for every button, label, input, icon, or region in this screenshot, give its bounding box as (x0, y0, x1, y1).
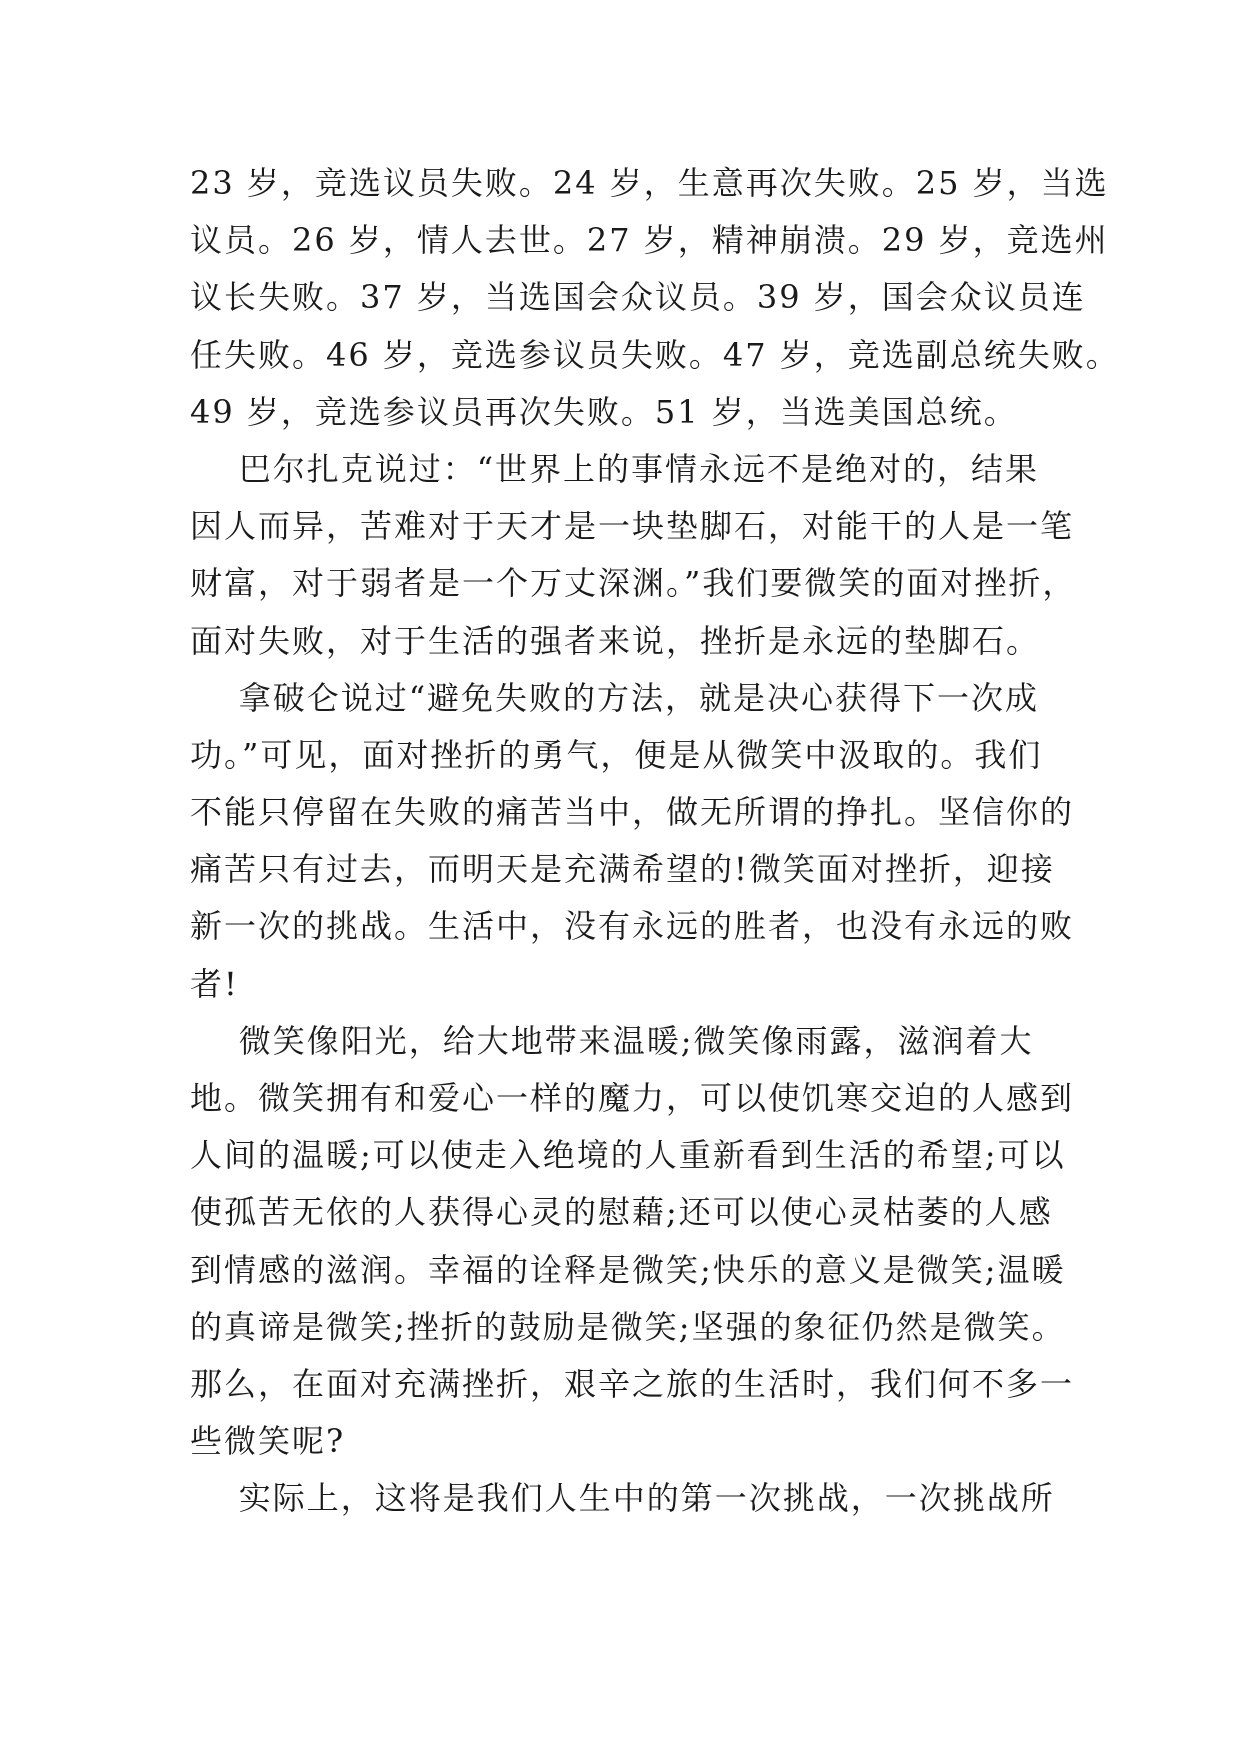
text-line: 巴尔扎克说过：“世界上的事情永远不是绝对的，结果 (190, 449, 1040, 488)
text-line: 微笑像阳光，给大地带来温暖;微笑像雨露，滋润着大 (190, 1021, 1034, 1060)
text-line: 49 岁，竞选参议员再次失败。51 岁，当选美国总统。 (190, 392, 1018, 431)
text-line: 财富，对于弱者是一个万丈深渊。”我们要微笑的面对挫折， (190, 564, 1077, 603)
text-line: 使孤苦无依的人获得心灵的慰藉;还可以使心灵枯萎的人感 (190, 1193, 1053, 1232)
text-line: 因人而异，苦难对于天才是一块垫脚石，对能干的人是一笔 (190, 507, 1075, 546)
text-line: 23 岁，竞选议员失败。24 岁，生意再次失败。25 岁，当选 (190, 164, 1109, 202)
text-line: 人间的温暖;可以使走入绝境的人重新看到生活的希望;可以 (190, 1136, 1066, 1175)
text-line: 些微笑呢? (190, 1422, 346, 1461)
body-text (190, 155, 1120, 1528)
text-line: 那么，在面对充满挫折，艰辛之旅的生活时，我们何不多一 (190, 1364, 1075, 1403)
text-line: 议员。26 岁，情人去世。27 岁，精神崩溃。29 岁，竞选州 (190, 221, 1109, 260)
text-line: 面对失败，对于生活的强者来说，挫折是永远的垫脚石。 (190, 621, 1041, 660)
text-line: 新一次的挑战。生活中，没有永远的胜者，也没有永远的败 (190, 907, 1075, 946)
text-line: 的真谛是微笑;挫折的鼓励是微笑;坚强的象征仍然是微笑。 (190, 1307, 1066, 1346)
text-line: 者! (190, 964, 239, 1003)
text-line: 痛苦只有过去，而明天是充满希望的!微笑面对挫折，迎接 (190, 850, 1055, 889)
text-line: 实际上，这将是我们人生中的第一次挑战，一次挑战所 (190, 1479, 1055, 1518)
text-line: 拿破仑说过“避免失败的方法，就是决心获得下一次成 (190, 678, 1040, 717)
text-line: 到情感的滋润。幸福的诠释是微笑;快乐的意义是微笑;温暖 (190, 1250, 1066, 1289)
text-line: 功。”可见，面对挫折的勇气，便是从微笑中汲取的。我们 (190, 735, 1043, 774)
text-line: 地。微笑拥有和爱心一样的魔力，可以使饥寒交迫的人感到 (190, 1079, 1075, 1117)
text-line: 不能只停留在失败的痛苦当中，做无所谓的挣扎。坚信你的 (190, 793, 1075, 832)
text-line: 议长失败。37 岁，当选国会众议员。39 岁，国会众议员连 (190, 278, 1086, 317)
text-line: 任失败。46 岁，竞选参议员失败。47 岁，竞选副总统失败。 (190, 335, 1120, 374)
